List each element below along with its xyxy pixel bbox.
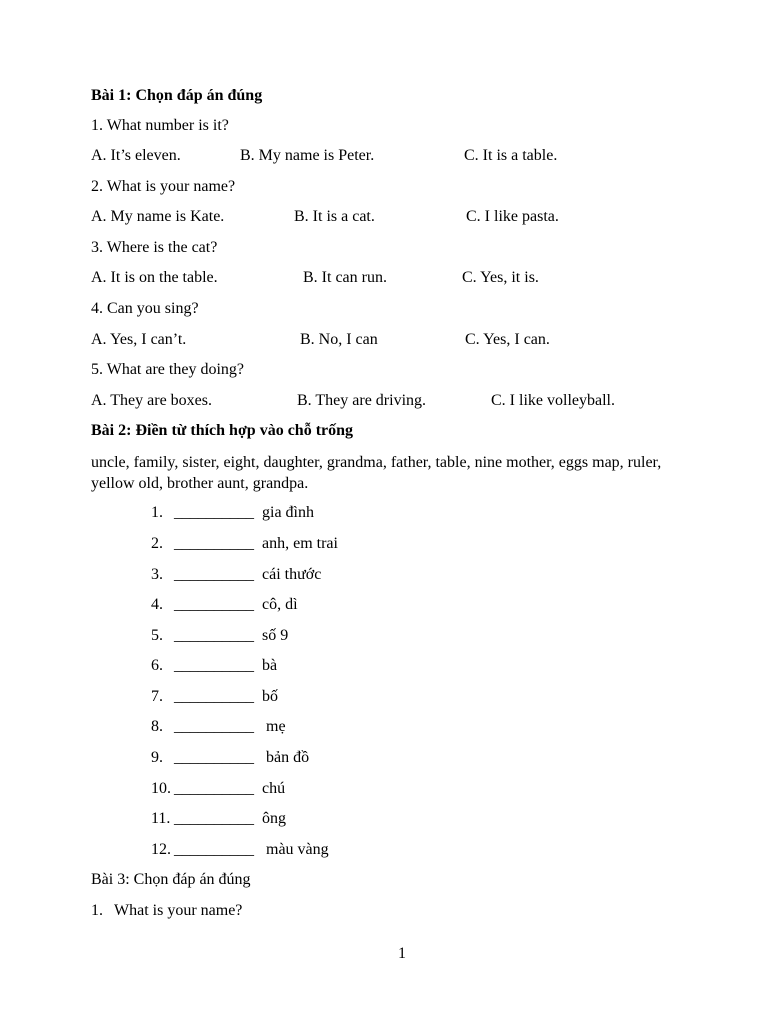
section-1-title: Bài 1: Chọn đáp án đúng: [91, 87, 263, 104]
fill-blank[interactable]: __________: [174, 596, 254, 613]
question-4-option-c: C. Yes, I can.: [465, 331, 550, 348]
fill-blank[interactable]: __________: [174, 627, 254, 644]
fill-item-number: 2.: [151, 535, 163, 552]
question-3-option-c: C. Yes, it is.: [462, 269, 539, 286]
section-2-title: Bài 2: Điền từ thích hợp vào chỗ trống: [91, 422, 354, 439]
fill-item-hint: màu vàng: [266, 841, 329, 858]
fill-item-number: 5.: [151, 627, 163, 644]
question-2: 2. What is your name?: [91, 178, 236, 195]
question-4: 4. Can you sing?: [91, 300, 199, 317]
fill-item-number: 9.: [151, 749, 163, 766]
question-3-option-a: A. It is on the table.: [91, 269, 218, 286]
fill-item-hint: ông: [262, 810, 286, 827]
fill-blank[interactable]: __________: [174, 535, 254, 552]
fill-blank[interactable]: __________: [174, 718, 254, 735]
question-1-option-c: C. It is a table.: [464, 147, 558, 164]
question-2-option-c: C. I like pasta.: [466, 208, 559, 225]
question-1-option-b: B. My name is Peter.: [240, 147, 375, 164]
fill-blank[interactable]: __________: [174, 566, 254, 583]
section-3-question-number: 1.: [91, 902, 103, 919]
fill-blank[interactable]: __________: [174, 841, 254, 858]
fill-blank[interactable]: __________: [174, 780, 254, 797]
fill-item-hint: anh, em trai: [262, 535, 338, 552]
question-1-option-a: A. It’s eleven.: [91, 147, 181, 164]
question-2-option-a: A. My name is Kate.: [91, 208, 225, 225]
question-4-option-b: B. No, I can: [300, 331, 378, 348]
question-1: 1. What number is it?: [91, 117, 229, 134]
fill-blank[interactable]: __________: [174, 504, 254, 521]
question-5: 5. What are they doing?: [91, 361, 244, 378]
fill-item-number: 11.: [151, 810, 171, 827]
fill-item-hint: số 9: [262, 627, 289, 644]
fill-item-number: 1.: [151, 504, 163, 521]
fill-blank[interactable]: __________: [174, 749, 254, 766]
question-4-option-a: A. Yes, I can’t.: [91, 331, 187, 348]
fill-item-hint: cô, dì: [262, 596, 298, 613]
fill-item-number: 7.: [151, 688, 163, 705]
fill-item-number: 8.: [151, 718, 163, 735]
question-5-option-a: A. They are boxes.: [91, 392, 212, 409]
question-5-option-b: B. They are driving.: [297, 392, 427, 409]
fill-item-hint: bố: [262, 688, 278, 705]
fill-item-number: 3.: [151, 566, 163, 583]
fill-item-hint: mẹ: [266, 718, 286, 735]
fill-item-number: 6.: [151, 657, 163, 674]
question-2-option-b: B. It is a cat.: [294, 208, 375, 225]
fill-item-hint: bản đồ: [266, 749, 310, 766]
fill-item-hint: gia đình: [262, 504, 314, 521]
section-3-question-1: What is your name?: [114, 902, 243, 919]
fill-item-number: 4.: [151, 596, 163, 613]
section-3-title: Bài 3: Chọn đáp án đúng: [91, 871, 251, 888]
fill-item-number: 10.: [151, 780, 171, 797]
page-number: 1: [398, 945, 406, 962]
word-bank: uncle, family, sister, eight, daughter, grandma, father, table, nine mother, eggs map, ruler, yellow old, brother aunt, grandpa.: [91, 454, 662, 492]
question-3-option-b: B. It can run.: [303, 269, 387, 286]
fill-item-number: 12.: [151, 841, 171, 858]
fill-blank[interactable]: __________: [174, 810, 254, 827]
fill-item-hint: cái thước: [262, 566, 322, 583]
fill-item-hint: bà: [262, 657, 278, 674]
fill-blank[interactable]: __________: [174, 688, 254, 705]
question-5-option-c: C. I like volleyball.: [491, 392, 615, 409]
fill-blank[interactable]: __________: [174, 657, 254, 674]
fill-item-hint: chú: [262, 780, 286, 797]
question-3: 3. Where is the cat?: [91, 239, 218, 256]
